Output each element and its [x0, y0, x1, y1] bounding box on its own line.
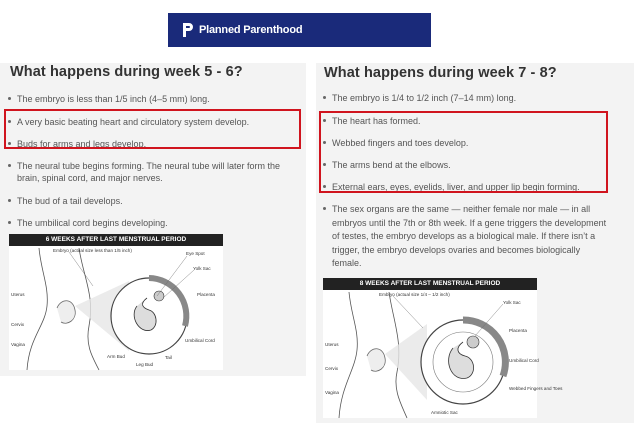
week-5-6-heading: What happens during week 5 - 6? — [10, 64, 243, 80]
logo-mark-icon — [182, 22, 194, 38]
label-umbilical-cord: Umbilical Cord — [509, 358, 539, 363]
label-webbed-fingers: Webbed Fingers and Toes — [509, 386, 563, 391]
label-placenta: Placenta — [509, 328, 527, 333]
list-item-continued: brain, spinal cord, and major nerves. — [17, 173, 163, 183]
diagram-title: 8 WEEKS AFTER LAST MENSTRUAL PERIOD — [323, 278, 537, 290]
label-cervix: Cervix — [11, 322, 25, 327]
label-amniotic-sac: Amniotic Sac — [431, 410, 458, 415]
label-embryo: Embryo (actual size less than 1/5 inch) — [53, 248, 132, 253]
diagram-title: 6 WEEKS AFTER LAST MENSTRUAL PERIOD — [9, 234, 223, 246]
label-uterus: Uterus — [11, 292, 25, 297]
label-uterus: Uterus — [325, 342, 339, 347]
list-item-continued: female. — [332, 258, 362, 268]
list-item-continued: of testes, the embryo develops as a biological male. If there isn’t a — [332, 231, 596, 241]
list-item: Buds for arms and legs develop. — [6, 138, 304, 150]
label-umbilical-cord: Umbilical Cord — [185, 338, 215, 343]
planned-parenthood-logo[interactable] — [168, 13, 431, 47]
label-leg-bud: Leg Bud — [136, 362, 154, 367]
embryo-8-week-illustration — [323, 290, 563, 418]
list-item: The embryo is less than 1/5 inch (4–5 mm) long. — [6, 93, 304, 105]
label-yolk-sac: Yolk Sac — [193, 266, 211, 271]
embryo-6-week-illustration — [9, 246, 223, 370]
label-tail: Tail — [165, 355, 172, 360]
list-item: The heart has formed. — [321, 115, 633, 127]
week-7-8-heading: What happens during week 7 - 8? — [324, 65, 557, 81]
list-item: The umbilical cord begins developing. — [6, 217, 304, 229]
list-item: The embryo is 1/4 to 1/2 inch (7–14 mm) long. — [321, 92, 633, 104]
list-item-continued: trigger, the embryo develops ovaries and becomes biologically — [332, 244, 581, 255]
logo-text: Planned Parenthood — [199, 24, 303, 36]
label-vagina: Vagina — [325, 390, 339, 395]
label-arm-bud: Arm Bud — [107, 354, 125, 359]
highlight-box — [319, 111, 608, 193]
label-cervix: Cervix — [325, 366, 339, 371]
list-item: The neural tube begins forming. The neural tube will later form the — [6, 160, 304, 172]
list-item: Webbed fingers and toes develop. — [321, 137, 633, 149]
list-item-continued: embryos until the 7th or 8th week. If a gene triggers the development — [332, 217, 607, 228]
week-5-6-panel — [0, 63, 306, 376]
list-item: The sex organs are the same — neither female nor male — in all — [321, 203, 633, 217]
label-embryo: Embryo (actual size 1/4 – 1/2 inch) — [379, 292, 450, 297]
list-item: A very basic beating heart and circulatory system develop. — [6, 116, 304, 128]
list-item: External ears, eyes, eyelids, liver, and upper lip begin forming. — [321, 181, 633, 193]
list-item: The arms bend at the elbows. — [321, 159, 633, 171]
label-yolk-sac: Yolk Sac — [503, 300, 521, 305]
highlight-box — [4, 109, 301, 149]
label-placenta: Placenta — [197, 292, 215, 297]
list-item: The bud of a tail develops. — [6, 195, 304, 207]
label-eye-spot: Eye Spot — [186, 251, 205, 256]
label-vagina: Vagina — [11, 342, 25, 347]
week-6-diagram — [9, 234, 223, 370]
week-7-8-panel — [316, 63, 634, 423]
week-8-diagram — [323, 278, 563, 418]
